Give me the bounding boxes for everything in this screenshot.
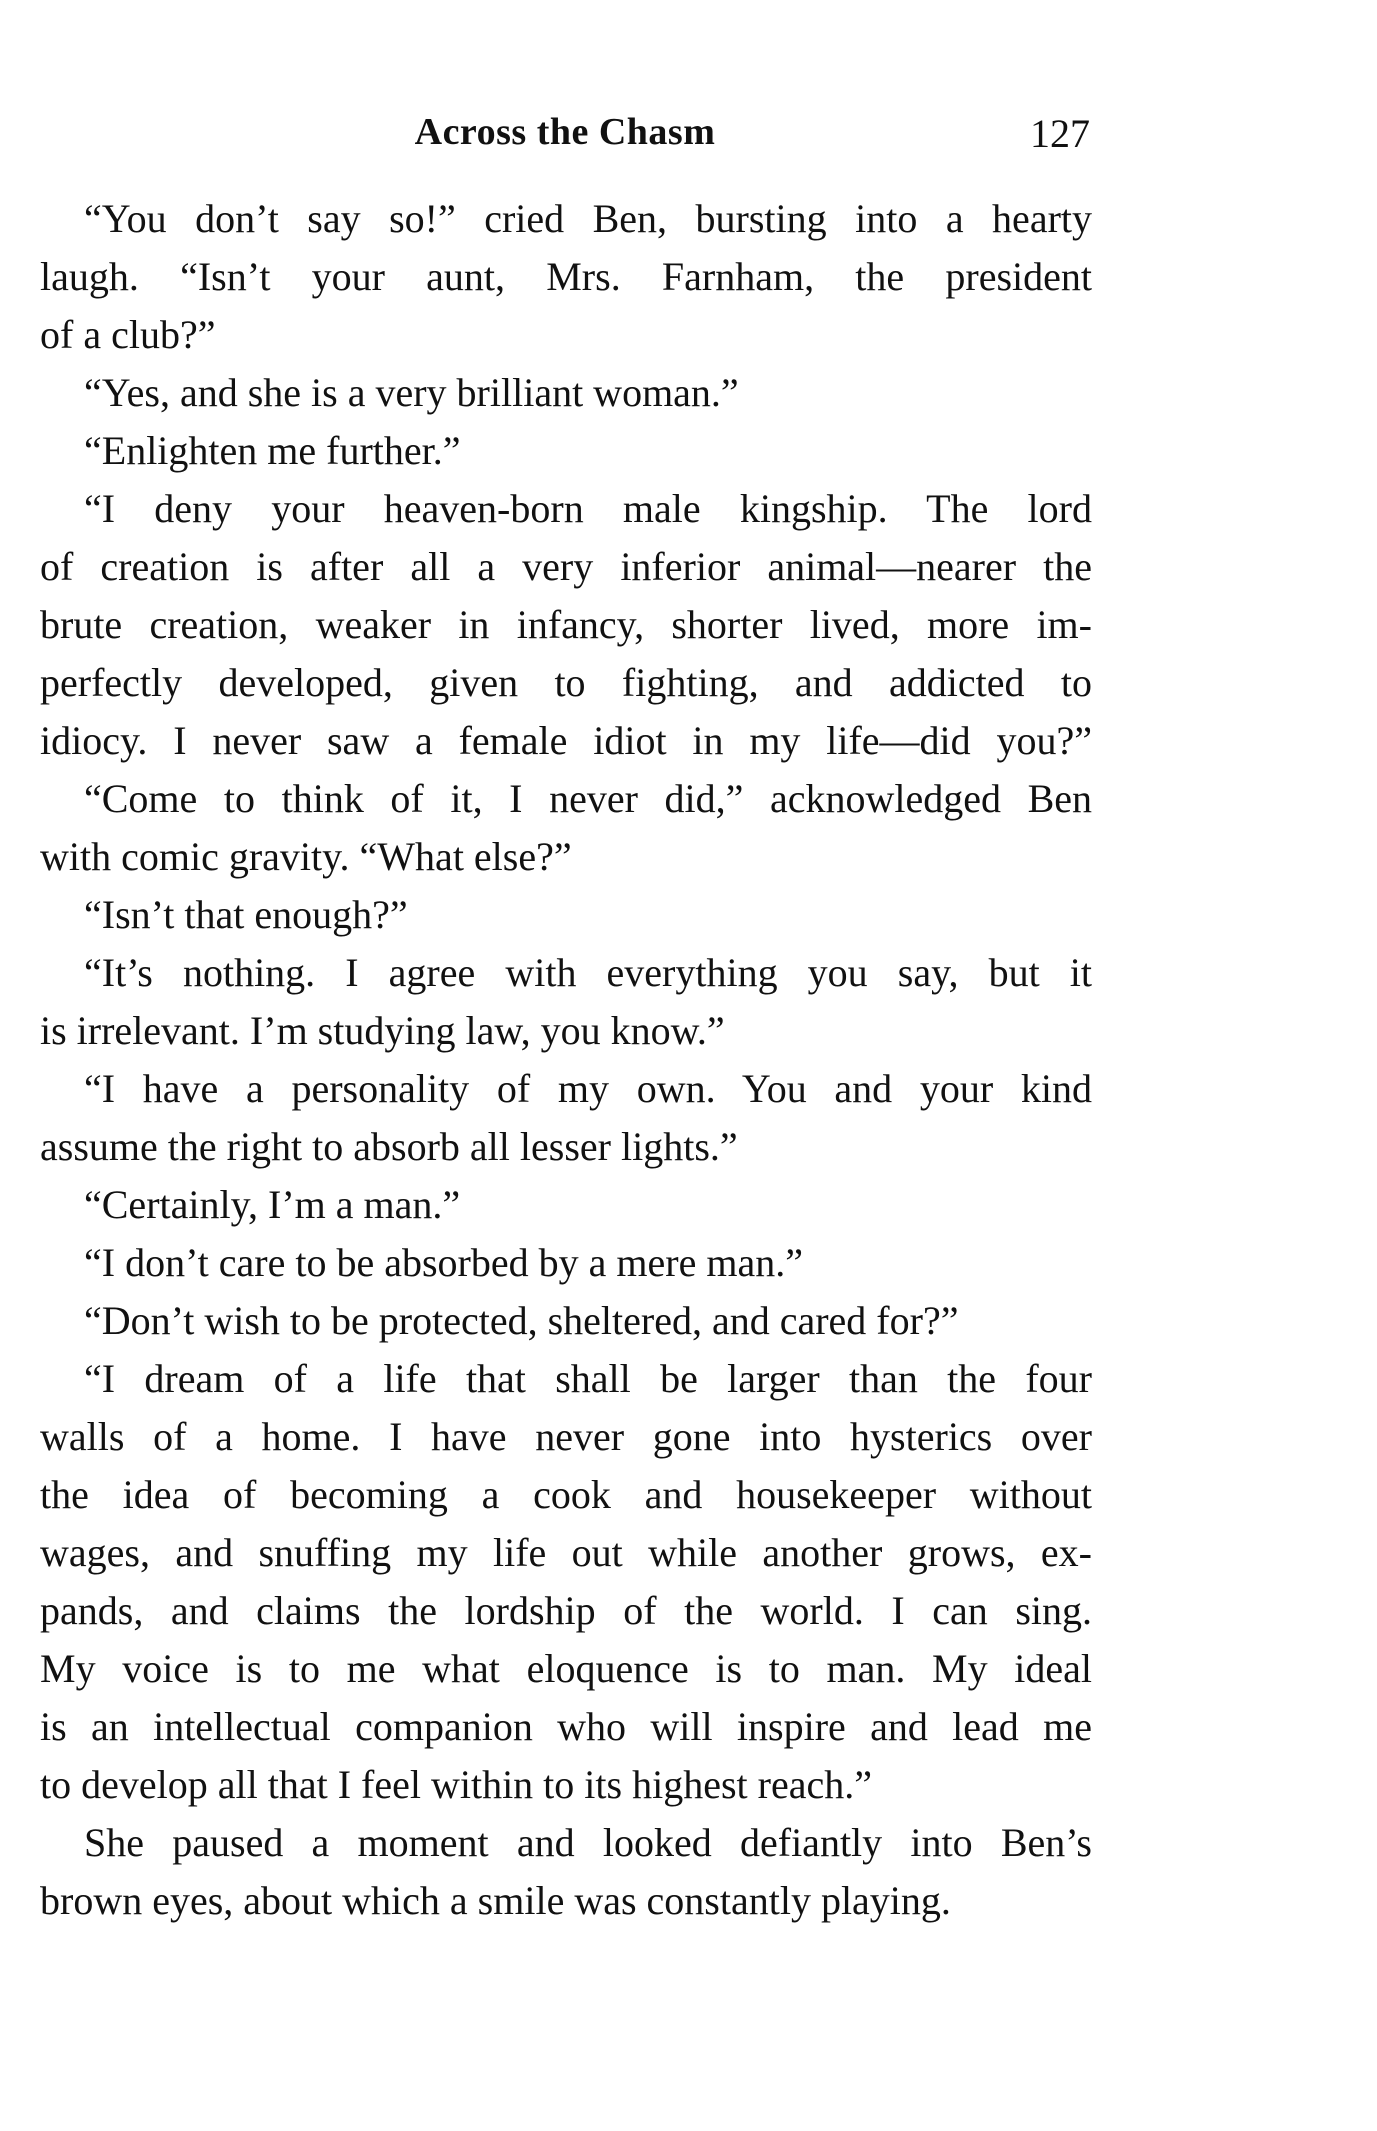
text-line: laugh. “Isn’t your aunt, Mrs. Farnham, the president [40,254,1092,299]
running-head [40,110,1090,160]
text-line: “I dream of a life that shall be larger than the four [84,1356,1092,1401]
text-line: assume the right to absorb all lesser lights.” [40,1124,738,1169]
text-line: of creation is after all a very inferior animal—nearer the [40,544,1092,589]
text-line: is irrelevant. I’m studying law, you know.” [40,1008,725,1053]
page-number: 127 [1030,111,1090,156]
text-line: with comic gravity. “What else?” [40,834,572,879]
text-line: “It’s nothing. I agree with everything you say, but it [84,950,1092,995]
text-line: the idea of becoming a cook and housekeeper without [40,1472,1092,1517]
text-line: “I don’t care to be absorbed by a mere man.” [84,1240,803,1285]
text-line: “I have a personality of my own. You and your kind [84,1066,1092,1111]
text-line: “I deny your heaven-born male kingship. The lord [84,486,1092,531]
text-line: to develop all that I feel within to its highest reach.” [40,1762,872,1807]
text-line: “Isn’t that enough?” [84,892,408,937]
text-line: “Certainly, I’m a man.” [84,1182,461,1227]
text-line: brown eyes, about which a smile was constantly playing. [40,1878,951,1923]
running-title: Across the Chasm [414,111,716,153]
text-line: perfectly developed, given to fighting, and addicted to [40,660,1092,705]
text-line: “Enlighten me further.” [84,428,461,473]
text-line: of a club?” [40,312,216,357]
text-line: is an intellectual companion who will inspire and lead me [40,1704,1092,1749]
text-line: idiocy. I never saw a female idiot in my life—did you?” [40,718,1092,763]
text-line: brute creation, weaker in infancy, shorter lived, more im- [40,602,1092,647]
text-line: My voice is to me what eloquence is to man. My ideal [40,1646,1092,1691]
text-line: wages, and snuffing my life out while another grows, ex- [40,1530,1092,1575]
text-line: pands, and claims the lordship of the world. I can sing. [40,1588,1092,1633]
text-line: “You don’t say so!” cried Ben, bursting into a hearty [84,196,1092,241]
body-text [40,190,1092,1930]
text-line: “Come to think of it, I never did,” acknowledged Ben [84,776,1092,821]
text-line: “Yes, and she is a very brilliant woman.” [84,370,739,415]
text-line: She paused a moment and looked defiantly into Ben’s [84,1820,1092,1865]
text-line: “Don’t wish to be protected, sheltered, and cared for?” [84,1298,959,1343]
text-line: walls of a home. I have never gone into hysterics over [40,1414,1092,1459]
